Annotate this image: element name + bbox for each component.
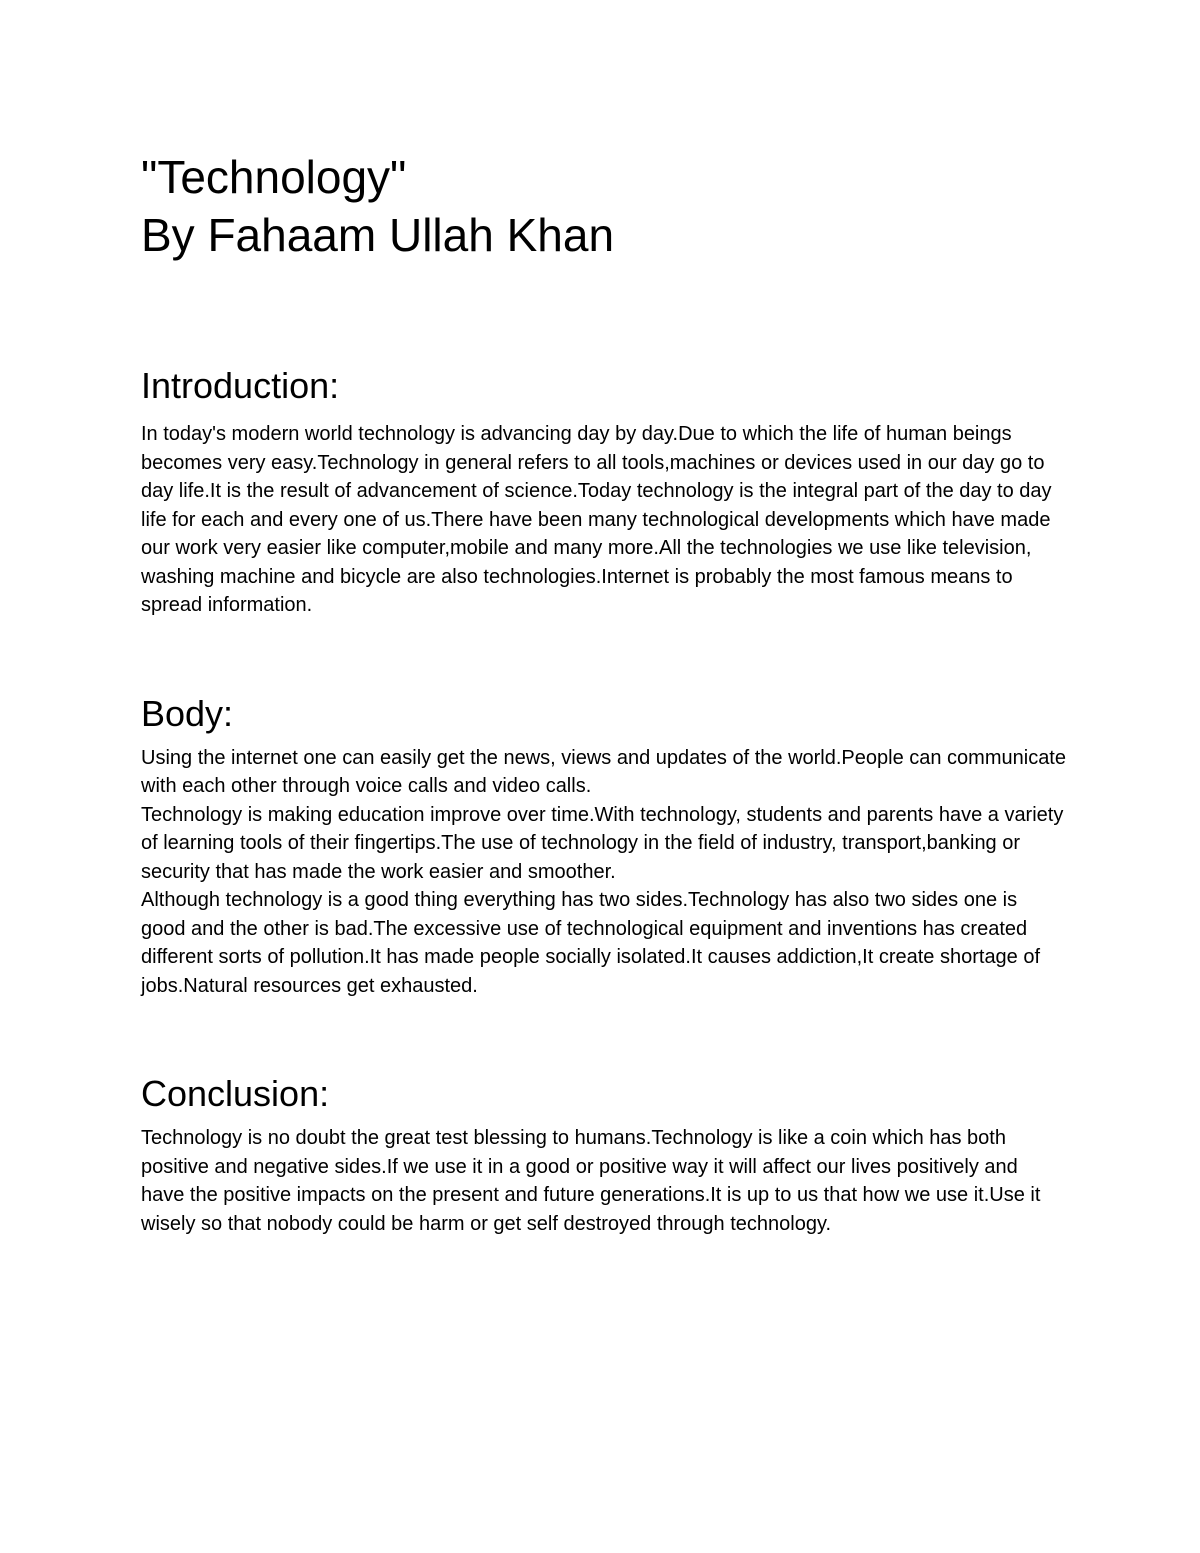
body-heading: Body: xyxy=(141,692,234,734)
body-text xyxy=(141,744,1066,1001)
conclusion-text xyxy=(141,1124,1066,1238)
document-byline: By Fahaam Ullah Khan xyxy=(141,209,615,261)
conclusion-heading: Conclusion: xyxy=(141,1073,330,1114)
paragraph: In today's modern world technology is advancing day by day.Due to which the life of human beings becomes very easy.Technology in general refers to all tools,machines or devices used in our day go to day life.It is the result of advancement of science.Today technology is the integral part of the day to day life for each and every one of us.There have been many technological developments which have made our work very easier like computer,mobile and many more.All the technologies we use like television, washing machine and bicycle are also technologies.Internet is probably the most famous means to spread information. xyxy=(141,423,1052,616)
paragraph: Although technology is a good thing everything has two sides.Technology has also two sides one is good and the other is bad.The excessive use of technological equipment and inventions has created different sorts of pollution.It has made people socially isolated.It causes addiction,It create shortage of jobs.Natural resources get exhausted. xyxy=(141,889,1041,997)
paragraph: Technology is making education improve over time.With technology, students and parents have a variety of learning tools of their fingertips.The use of technology in the field of industry, transport,banking or security that has made the work easier and smoother. xyxy=(141,803,1064,883)
introduction-heading: Introduction: xyxy=(141,365,340,406)
document-content xyxy=(141,148,1066,1238)
document-title: "Technology" xyxy=(141,151,407,203)
paragraph: Technology is no doubt the great test blessing to humans.Technology is like a coin which has both positive and negative sides.If we use it in a good or positive way it will affect our lives positively and have the positive impacts on the present and future generations.It is up to us that how we use it.Use it wisely so that nobody could be harm or get self destroyed through technology. xyxy=(141,1127,1041,1235)
introduction-text xyxy=(141,420,1066,620)
paragraph: Using the internet one can easily get the news, views and updates of the world.People can communicate with each other through voice calls and video calls. xyxy=(141,746,1066,797)
